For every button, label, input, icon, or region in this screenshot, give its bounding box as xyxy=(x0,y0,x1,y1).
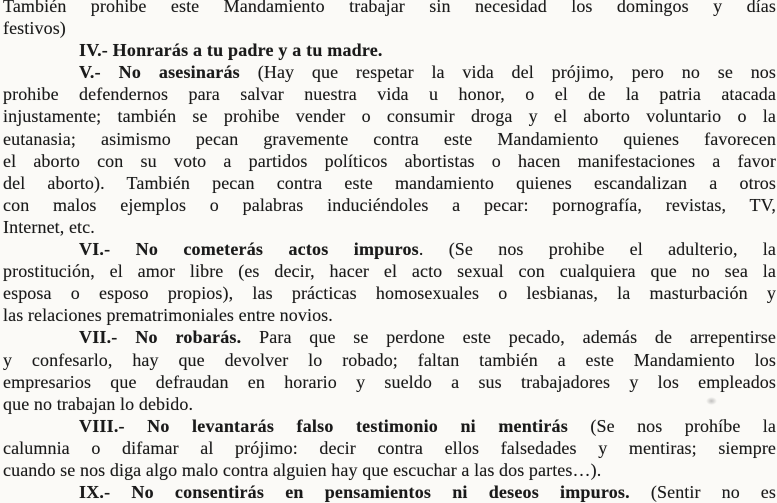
text-line xyxy=(3,128,776,150)
text-line xyxy=(3,105,776,127)
text-line xyxy=(3,393,776,415)
body-text: Internet, etc. xyxy=(3,216,95,237)
text-line xyxy=(3,304,776,326)
body-text: (Se nos prohíbe la xyxy=(590,415,776,436)
text-line xyxy=(3,260,776,282)
body-text: del aborto). También pecan contra este mandamiento quienes escandalizan a otros xyxy=(3,172,776,193)
commandment-heading: V.- No asesinarás xyxy=(79,62,258,83)
body-text: festivos) xyxy=(3,18,66,39)
text-line xyxy=(3,326,776,348)
body-text: y confesarlo, hay que devolver lo robado; faltan también a este Mandamiento los xyxy=(3,349,776,370)
body-text: eutanasia; asimismo pecan gravemente contra este Mandamiento quienes favorecen xyxy=(3,128,776,149)
body-text: con malos ejemplos o palabras induciéndoles a pecar: pornografía, revistas, TV, xyxy=(3,194,776,215)
text-line xyxy=(3,437,776,459)
body-text: las relaciones prematrimoniales entre novios. xyxy=(3,305,333,326)
text-line xyxy=(3,459,776,481)
body-text: prohibe defendernos para salvar nuestra vida u honor, o el de la patria atacada xyxy=(3,84,776,105)
body-text: También prohibe este Mandamiento trabajar sin necesidad los domingos y días xyxy=(3,0,776,16)
text-line xyxy=(3,238,776,260)
commandment-heading: IV.- Honrarás a tu padre y a tu madre. xyxy=(79,40,383,61)
text-line xyxy=(3,0,776,17)
body-text: . (Se nos prohibe el adulterio, la xyxy=(418,239,776,260)
commandment-heading: VIII.- No levantarás falso testimonio ni mentirás xyxy=(79,415,591,436)
commandment-heading: IX.- No consentirás en pensamientos ni deseos impuros. xyxy=(79,482,651,503)
text-line xyxy=(3,194,776,216)
body-text: calumnia o difamar al prójimo: decir contra ellos falsedades y mentiras; siempre xyxy=(3,437,776,458)
text-line xyxy=(3,349,776,371)
text-line xyxy=(3,415,776,437)
body-text: prostitución, el amor libre (es decir, hacer el acto sexual con cualquiera que no sea la xyxy=(3,261,776,282)
body-text: Para que se perdone este pecado, además de arrepentirse xyxy=(259,327,776,348)
body-text: (Sentir no es xyxy=(650,482,776,503)
body-text: el aborto con su voto a partidos políticos abortistas o hacen manifestaciones a favor xyxy=(3,150,776,171)
body-text: cuando se nos diga algo malo contra alguien hay que escuchar a las dos partes…). xyxy=(3,459,602,480)
text-line xyxy=(3,371,776,393)
body-text: esposa o esposo propios), las prácticas homosexuales o lesbianas, la masturbación y xyxy=(3,283,776,304)
body-text: injustamente; también se prohibe vender o consumir droga y el aborto voluntario o la xyxy=(3,106,776,127)
text-line xyxy=(3,172,776,194)
body-text: empresarios que defraudan en horario y sueldo a sus trabajadores y los empleados xyxy=(3,371,776,392)
body-text: que no trabajan lo debido. xyxy=(3,393,194,414)
text-line xyxy=(3,39,776,61)
commandment-heading: VI.- No cometerás actos impuros xyxy=(79,239,419,260)
text-line xyxy=(3,150,776,172)
body-text: (Hay que respetar la vida del prójimo, pero no se nos xyxy=(257,62,776,83)
text-line xyxy=(3,83,776,105)
text-line xyxy=(3,17,776,39)
text-line xyxy=(3,61,776,83)
text-line xyxy=(3,216,776,238)
text-line xyxy=(3,282,776,304)
commandment-heading: VII.- No robarás. xyxy=(79,327,260,348)
